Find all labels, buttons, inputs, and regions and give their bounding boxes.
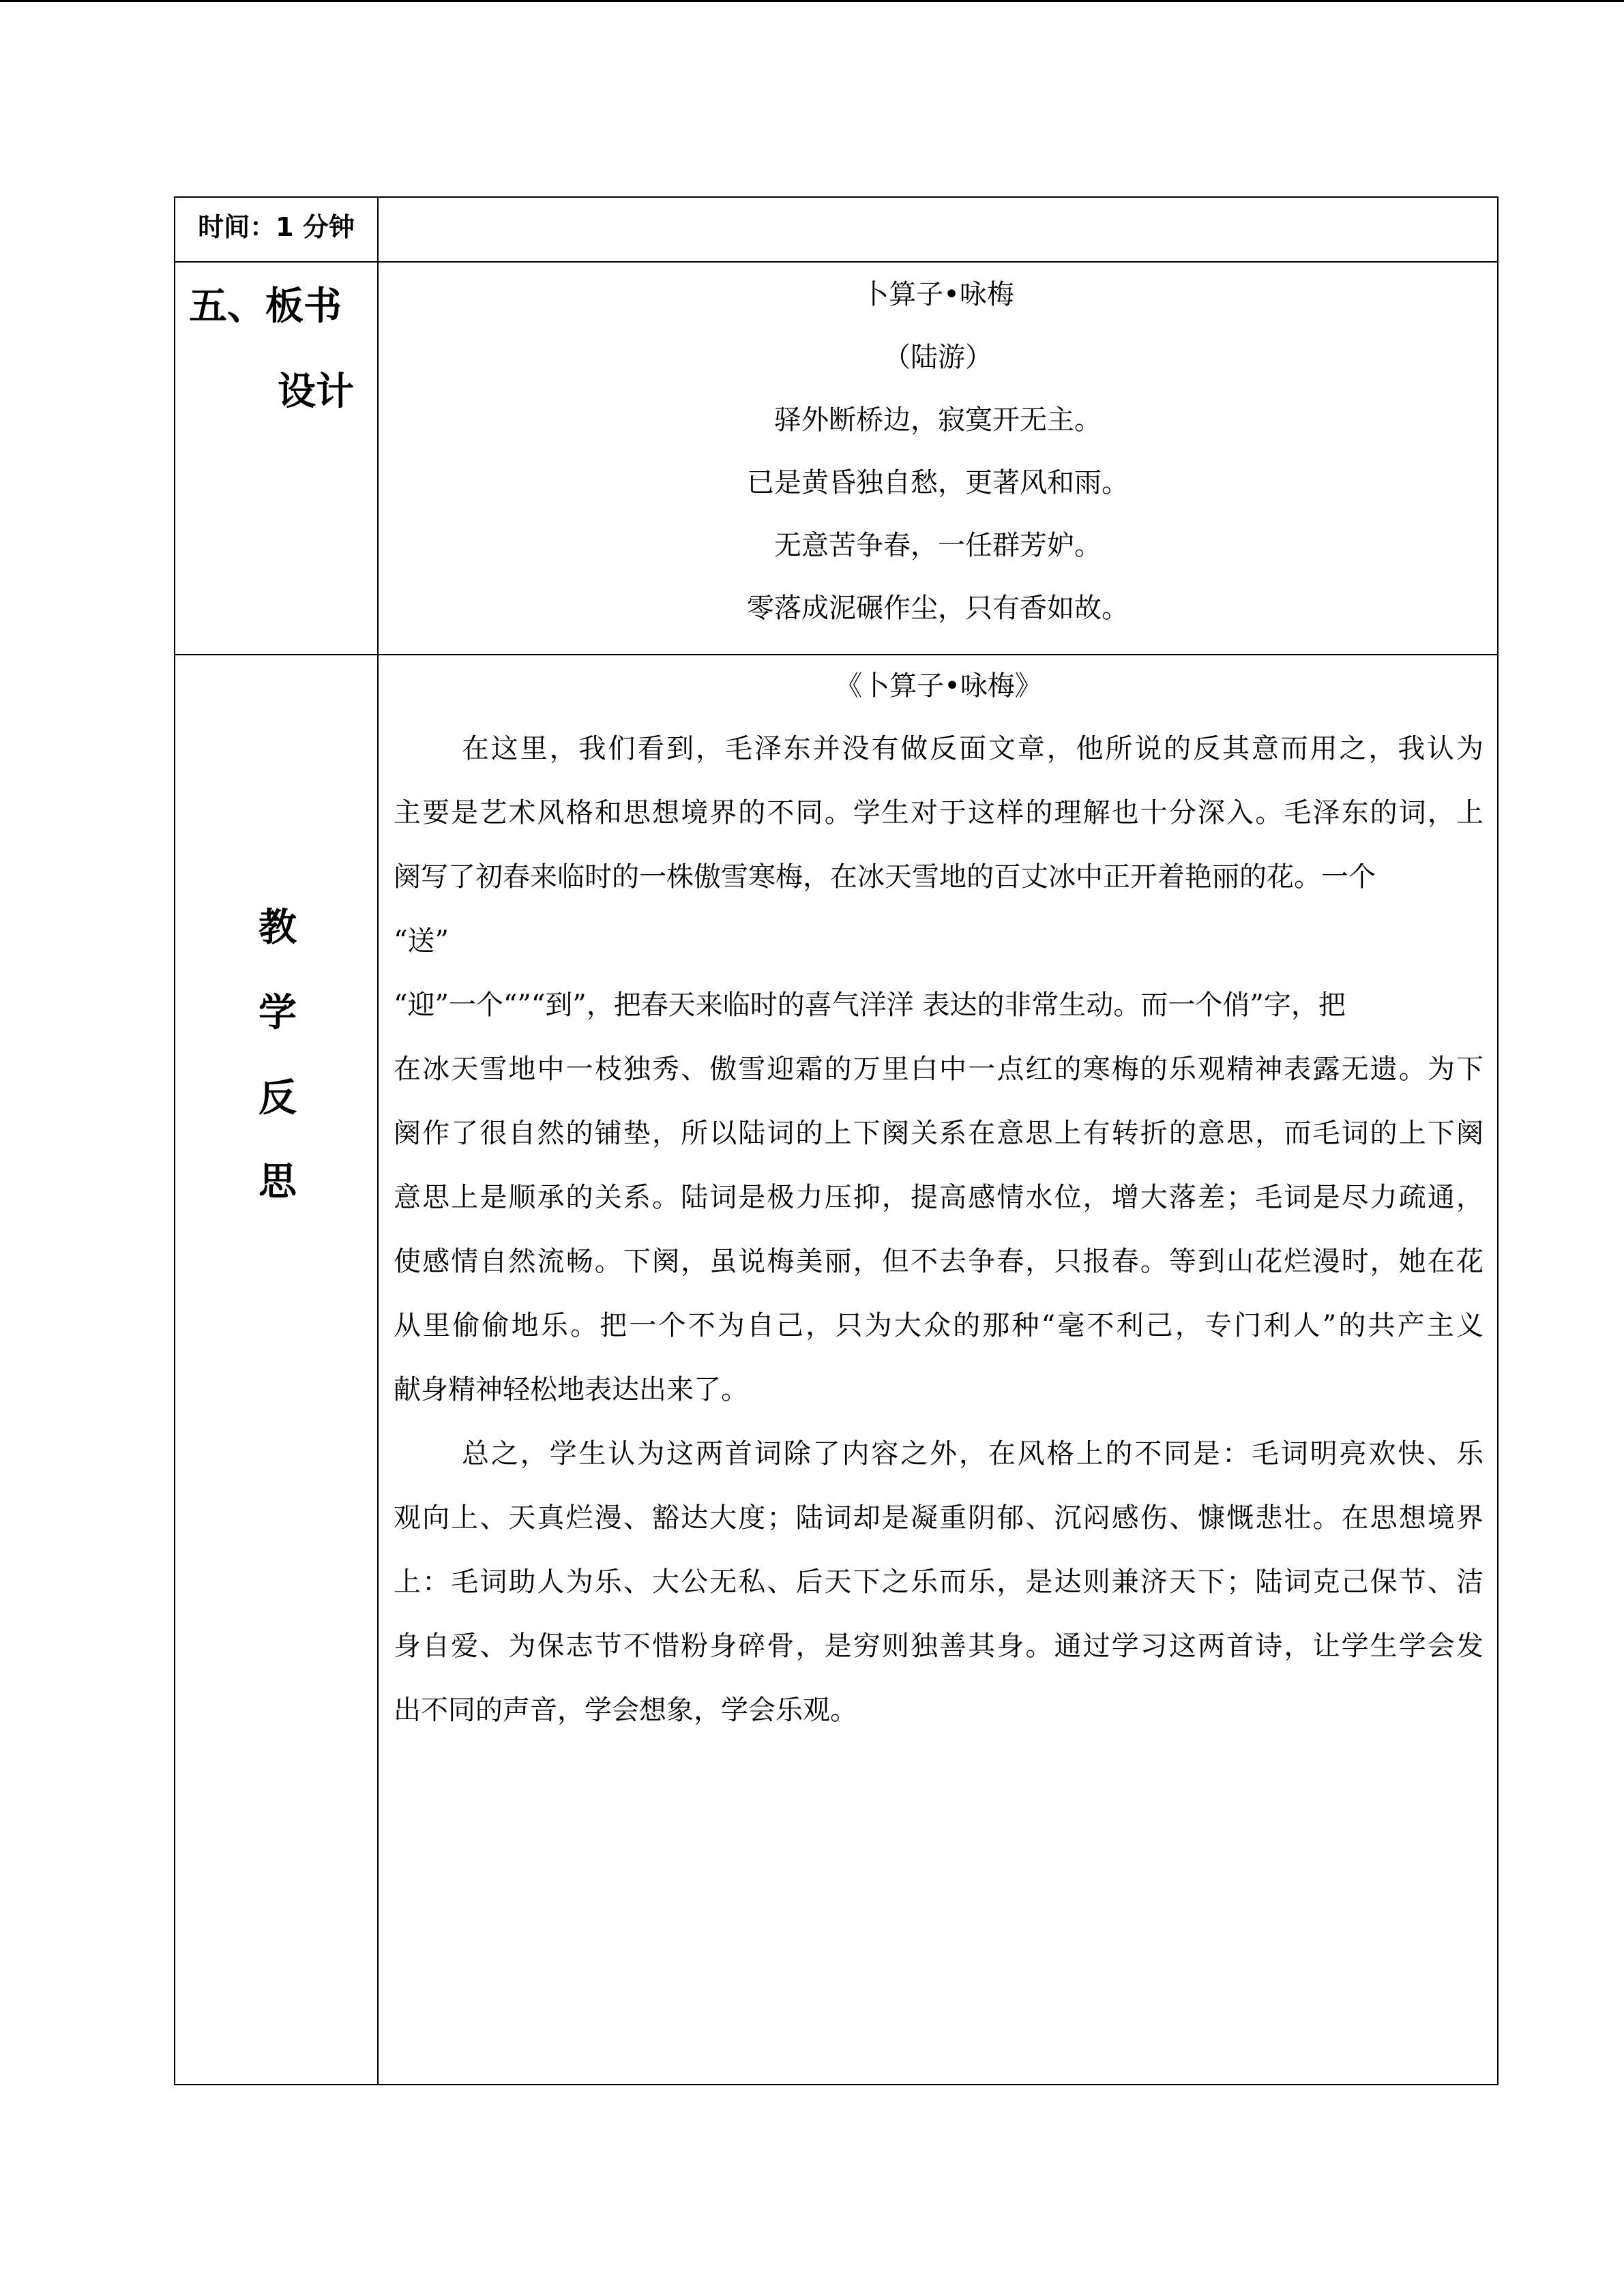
reflection-line: 观向上、天真烂漫、豁达大度；陆词却是凝重阴郁、沉闷感伤、慷慨悲壮。在思想境界 xyxy=(394,1502,1483,1534)
reflection-line: 阕作了很自然的铺垫，所以陆词的上下阕关系在意思上有转折的意思，而毛词的上下阕 xyxy=(394,1118,1483,1149)
board-design-label-line2: 设计 xyxy=(278,370,354,414)
lesson-table xyxy=(174,196,1498,2085)
poem-line: 零落成泥碾作尘，只有香如故。 xyxy=(747,593,1129,624)
reflection-label-char: 教 xyxy=(259,906,297,950)
board-design-label-line1: 五、板书 xyxy=(189,284,342,329)
reflection-line: 上：毛词助人为乐、大公无私、后天下之乐而乐，是达则兼济天下；陆词克己保节、洁 xyxy=(394,1566,1483,1598)
reflection-line: 阕写了初春来临时的一株傲雪寒梅，在冰天雪地的百丈冰中正开着艳丽的花。一个 xyxy=(394,861,1376,893)
time-value xyxy=(378,197,1498,262)
teaching-reflection-content xyxy=(378,655,1498,2085)
reflection-line: 使感情自然流畅。下阕，虽说梅美丽，但不去争春，只报春。等到山花烂漫时，她在花 xyxy=(394,1246,1483,1277)
reflection-line: 主要是艺术风格和思想境界的不同。学生对于这样的理解也十分深入。毛泽东的词，上 xyxy=(394,797,1483,829)
time-label: 时间：1 分钟 xyxy=(175,197,378,262)
reflection-line: “送” xyxy=(394,925,449,957)
board-design-row xyxy=(175,262,1498,655)
reflection-line: 意思上是顺承的关系。陆词是极力压抑，提高感情水位，增大落差；毛词是尽力疏通， xyxy=(394,1182,1483,1213)
reflection-line: 总之，学生认为这两首词除了内容之外，在风格上的不同是：毛词明亮欢快、乐 xyxy=(462,1438,1483,1470)
time-row xyxy=(175,197,1498,262)
reflection-line: 从里偷偷地乐。把一个不为自己，只为大众的那种“毫不利己，专门利人”的共产主义 xyxy=(394,1310,1483,1341)
reflection-line: 出不同的声音，学会想象，学会乐观。 xyxy=(394,1695,857,1726)
reflection-label-char: 思 xyxy=(259,1160,297,1204)
reflection-line: “迎”一个“”“到”，把春天来临时的喜气洋洋 表达的非常生动。而一个俏”字，把 xyxy=(394,989,1346,1021)
poem-line: 无意苦争春，一任群芳妒。 xyxy=(774,530,1102,561)
teaching-reflection-row xyxy=(175,655,1498,2085)
board-design-content xyxy=(378,262,1498,655)
poem-line: 已是黄昏独自愁，更著风和雨。 xyxy=(747,467,1129,498)
board-design-label xyxy=(175,262,378,655)
teaching-reflection-label xyxy=(175,655,378,2085)
reflection-line: 身自爱、为保志节不惜粉身碎骨，是穷则独善其身。通过学习这两首诗，让学生学会发 xyxy=(394,1630,1483,1662)
reflection-line: 在冰天雪地中一枝独秀、傲雪迎霜的万里白中一点红的寒梅的乐观精神表露无遗。为下 xyxy=(394,1054,1483,1085)
poem-title: 卜算子•咏梅 xyxy=(861,279,1014,310)
reflection-line: 献身精神轻松地表达出来了。 xyxy=(394,1374,748,1405)
reflection-label-char: 反 xyxy=(259,1076,297,1120)
page-top-border xyxy=(0,0,1624,2)
poem-author: （陆游） xyxy=(883,342,992,373)
reflection-line: 在这里，我们看到，毛泽东并没有做反面文章，他所说的反其意而用之，我认为 xyxy=(462,733,1483,764)
poem-line: 驿外断桥边，寂寞开无主。 xyxy=(774,404,1102,436)
reflection-label-char: 学 xyxy=(259,991,297,1035)
reflection-title: 《卜算子•咏梅》 xyxy=(835,670,1042,702)
